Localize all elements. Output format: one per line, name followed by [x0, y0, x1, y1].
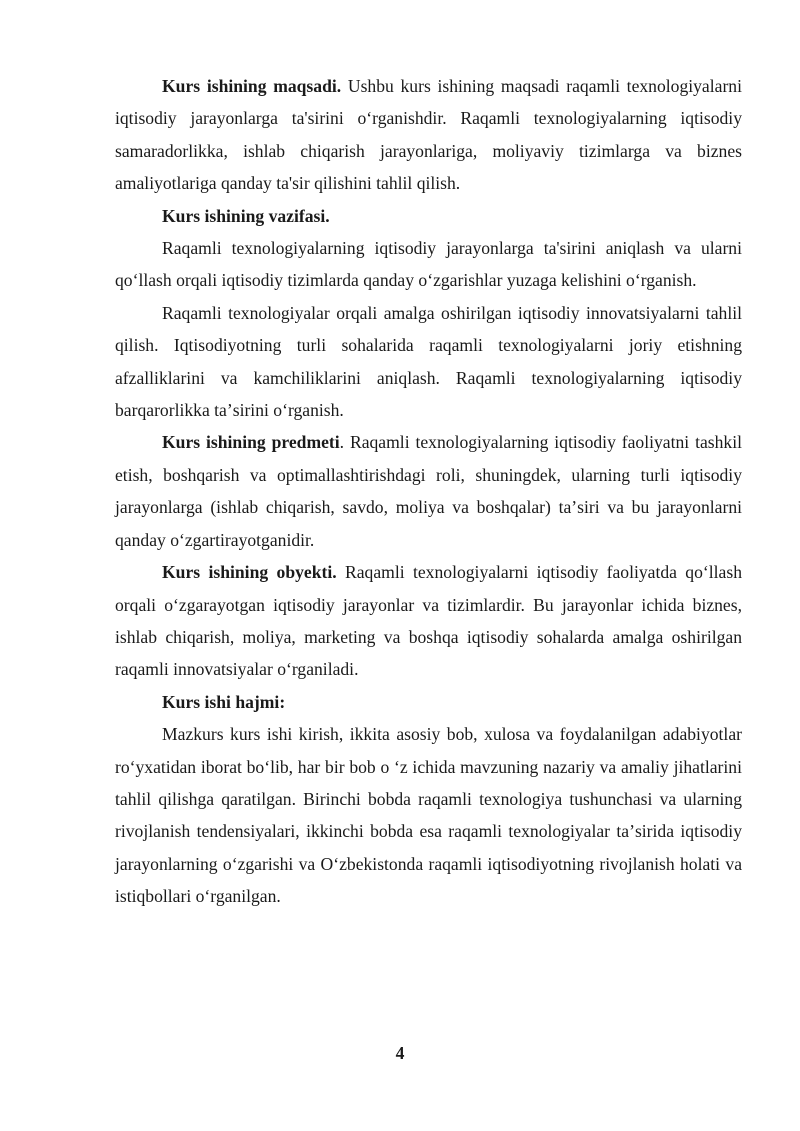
vazifa-paragraph-1: Raqamli texnologiyalarning iqtisodiy jarayonlarga ta'sirini aniqlash va ularni qoʻllash orqali iqtisodiy tizimlarda qanday oʻzgarishlar yuzaga kelishini oʻrganish.	[115, 238, 742, 291]
paragraph-maqsad	[115, 70, 742, 200]
obyekt-text: Raqamli texnologiyalarni iqtisodiy faoliyatda qoʻllash orqali oʻzgarayotgan iqtisodiy jarayonlar va tizimlardir. Bu jarayonlar ichida biznes, ishlab chiqarish, moliya, marketing va boshqa iqtisodiy sohalarda amalga oshirilgan raqamli innovatsiyalar oʻrganiladi.	[115, 562, 742, 680]
vazifa-heading: Kurs ishining vazifasi.	[162, 205, 330, 226]
predmet-heading: Kurs ishining predmeti	[162, 432, 340, 453]
hajm-paragraph: Mazkurs kurs ishi kirish, ikkita asosiy bob, xulosa va foydalanilgan adabiyotlar roʻyxatidan iborat boʻlib, har bir bob o ʻz ichida mavzuning nazariy va amaliy jihatlarini tahlil qilishga qaratilgan. Birinchi bobda raqamli texnologiya tushunchasi va ularning rivojlanish tendensiyalari, ikkinchi bobda esa raqamli texnologiyalar taʼsirida iqtisodiy jarayonlarning oʻzgarishi va Oʻzbekistonda raqamli iqtisodiyotning rivojlanish holati va istiqbollari oʻrganilgan.	[115, 724, 742, 907]
obyekt-heading: Kurs ishining obyekti.	[162, 562, 337, 583]
maqsad-heading: Kurs ishining maqsadi.	[162, 76, 342, 96]
maqsad-text: Ushbu kurs ishining maqsadi raqamli texnologiyalarni iqtisodiy jarayonlarga ta'sirini oʻrganishdir. Raqamli texnologiyalarning iqtisodiy samaradorlikka, ishlab chiqarish jarayonlariga, moliyaviy tizimlarga va biznes amaliyotlariga qanday ta'sir qilishini tahlil qilish.	[115, 76, 742, 194]
paragraph-predmet	[115, 426, 742, 556]
vazifa-paragraph-2: Raqamli texnologiyalar orqali amalga oshirilgan iqtisodiy innovatsiyalarni tahlil qilish. Iqtisodiyotning turli sohalarida raqamli texnologiyalarni joriy etishning afzalliklarini va kamchiliklarini aniqlash. Raqamli texnologiyalarning iqtisodiy barqarorlikka taʼsirini oʻrganish.	[115, 302, 742, 421]
paragraph-obyekt	[115, 556, 742, 686]
document-body	[115, 70, 742, 913]
page-number: 4	[395, 1043, 405, 1063]
predmet-text: . Raqamli texnologiyalarning iqtisodiy faoliyatni tashkil etish, boshqarish va optimallashtirishdagi roli, shuningdek, ularning turli iqtisodiy jarayonlarga (ishlab chiqarish, savdo, moliya va boshqalar) taʼsiri va bu jarayonlarni qanday oʻzgartirayotganidir.	[115, 432, 742, 550]
hajm-heading: Kurs ishi hajmi:	[162, 691, 286, 712]
